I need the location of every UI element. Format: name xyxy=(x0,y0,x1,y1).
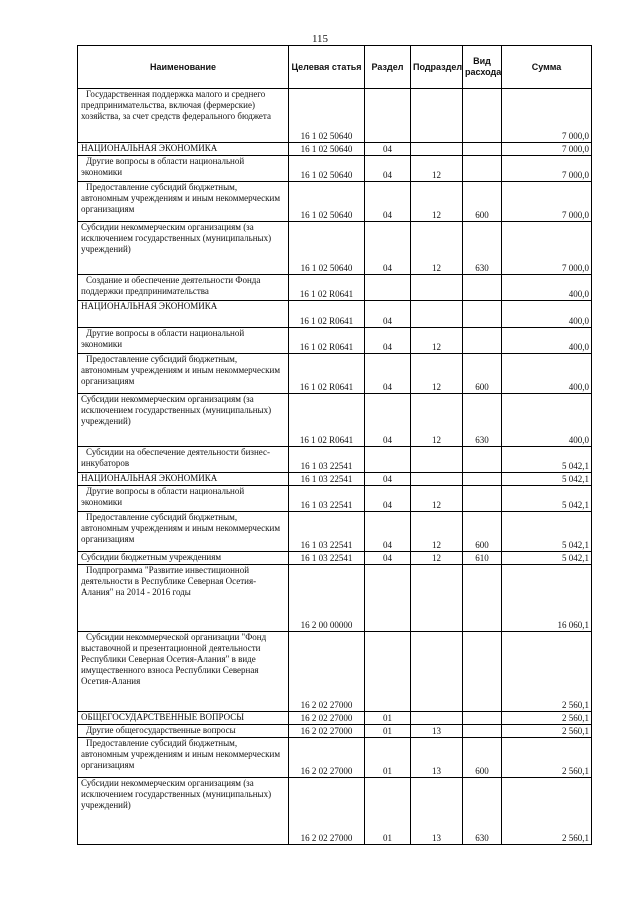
budget-table xyxy=(77,45,592,845)
row-name: Субсидии некоммерческим организациям (за исключением государственных (муниципальных) учреждений) xyxy=(78,394,289,447)
row-sum: 5 042,1 xyxy=(502,512,592,552)
table-row xyxy=(78,565,592,632)
table-row xyxy=(78,328,592,354)
row-section xyxy=(365,275,411,301)
row-section: 04 xyxy=(365,473,411,486)
row-expense-type xyxy=(463,275,502,301)
row-target: 16 2 02 27000 xyxy=(289,632,365,712)
row-expense-type xyxy=(463,712,502,725)
row-section: 04 xyxy=(365,328,411,354)
row-target: 16 1 03 22541 xyxy=(289,486,365,512)
row-target: 16 1 03 22541 xyxy=(289,473,365,486)
row-target: 16 1 02 50640 xyxy=(289,182,365,222)
row-name: Предоставление субсидий бюджетным, автономным учреждениям и иным некоммерческим организациям xyxy=(78,354,289,394)
row-sum: 2 560,1 xyxy=(502,632,592,712)
row-section: 01 xyxy=(365,712,411,725)
row-subsection: 13 xyxy=(411,725,463,738)
row-target: 16 1 02 R0641 xyxy=(289,301,365,328)
table-row xyxy=(78,632,592,712)
row-target: 16 1 02 50640 xyxy=(289,222,365,275)
header-expense-type: Вид расхода xyxy=(463,46,502,89)
row-target: 16 2 02 27000 xyxy=(289,738,365,778)
table-row xyxy=(78,447,592,473)
row-sum: 2 560,1 xyxy=(502,725,592,738)
row-section: 01 xyxy=(365,778,411,845)
row-subsection: 12 xyxy=(411,222,463,275)
row-expense-type xyxy=(463,725,502,738)
row-sum: 400,0 xyxy=(502,394,592,447)
table-row xyxy=(78,778,592,845)
row-expense-type: 630 xyxy=(463,394,502,447)
row-name: Субсидии некоммерческой организации "Фонд выставочной и презентационной деятельности Республики Северная Осетия-Алания" в виде имущественного взноса Республики Северная Осетия-Алания xyxy=(78,632,289,712)
row-target: 16 1 03 22541 xyxy=(289,512,365,552)
row-target: 16 1 02 R0641 xyxy=(289,275,365,301)
table-row xyxy=(78,222,592,275)
row-expense-type: 600 xyxy=(463,512,502,552)
row-sum: 400,0 xyxy=(502,301,592,328)
row-sum: 5 042,1 xyxy=(502,486,592,512)
row-sum: 7 000,0 xyxy=(502,143,592,156)
row-name: Субсидии на обеспечение деятельности бизнес-инкубаторов xyxy=(78,447,289,473)
row-expense-type xyxy=(463,156,502,182)
row-expense-type xyxy=(463,632,502,712)
row-sum: 7 000,0 xyxy=(502,156,592,182)
row-subsection xyxy=(411,143,463,156)
row-target: 16 1 02 50640 xyxy=(289,89,365,143)
row-subsection: 12 xyxy=(411,354,463,394)
row-section: 04 xyxy=(365,143,411,156)
row-subsection: 12 xyxy=(411,552,463,565)
row-sum: 5 042,1 xyxy=(502,447,592,473)
row-expense-type xyxy=(463,486,502,512)
row-name: НАЦИОНАЛЬНАЯ ЭКОНОМИКА xyxy=(78,473,289,486)
row-subsection: 13 xyxy=(411,778,463,845)
row-section xyxy=(365,89,411,143)
row-section xyxy=(365,447,411,473)
row-expense-type: 600 xyxy=(463,354,502,394)
table-body xyxy=(78,89,592,845)
table-row xyxy=(78,275,592,301)
row-subsection xyxy=(411,89,463,143)
row-name: НАЦИОНАЛЬНАЯ ЭКОНОМИКА xyxy=(78,143,289,156)
row-expense-type xyxy=(463,565,502,632)
table-row xyxy=(78,394,592,447)
row-name: Субсидии бюджетным учреждениям xyxy=(78,552,289,565)
table-row xyxy=(78,182,592,222)
table-row xyxy=(78,738,592,778)
row-name: Другие вопросы в области национальной экономики xyxy=(78,486,289,512)
row-expense-type: 600 xyxy=(463,738,502,778)
row-section: 04 xyxy=(365,512,411,552)
row-expense-type: 630 xyxy=(463,778,502,845)
row-expense-type: 630 xyxy=(463,222,502,275)
row-target: 16 2 00 00000 xyxy=(289,565,365,632)
row-expense-type xyxy=(463,473,502,486)
row-name: Другие общегосударственные вопросы xyxy=(78,725,289,738)
row-expense-type xyxy=(463,447,502,473)
row-sum: 16 060,1 xyxy=(502,565,592,632)
row-sum: 5 042,1 xyxy=(502,552,592,565)
row-expense-type xyxy=(463,143,502,156)
table-row xyxy=(78,512,592,552)
table-row xyxy=(78,725,592,738)
table-row xyxy=(78,712,592,725)
row-subsection xyxy=(411,565,463,632)
row-target: 16 1 02 50640 xyxy=(289,156,365,182)
row-subsection: 12 xyxy=(411,486,463,512)
row-name: Субсидии некоммерческим организациям (за исключением государственных (муниципальных) учреждений) xyxy=(78,222,289,275)
row-sum: 2 560,1 xyxy=(502,712,592,725)
row-sum: 2 560,1 xyxy=(502,778,592,845)
table-row xyxy=(78,354,592,394)
row-subsection xyxy=(411,301,463,328)
row-expense-type: 600 xyxy=(463,182,502,222)
header-section: Раздел xyxy=(365,46,411,89)
row-section: 01 xyxy=(365,725,411,738)
row-subsection: 12 xyxy=(411,394,463,447)
row-section: 01 xyxy=(365,738,411,778)
row-name: НАЦИОНАЛЬНАЯ ЭКОНОМИКА xyxy=(78,301,289,328)
row-target: 16 2 02 27000 xyxy=(289,712,365,725)
row-name: Другие вопросы в области национальной экономики xyxy=(78,156,289,182)
row-name: Субсидии некоммерческим организациям (за исключением государственных (муниципальных) учреждений) xyxy=(78,778,289,845)
row-section: 04 xyxy=(365,156,411,182)
row-sum: 400,0 xyxy=(502,328,592,354)
row-subsection: 12 xyxy=(411,156,463,182)
row-name: Другие вопросы в области национальной экономики xyxy=(78,328,289,354)
row-target: 16 1 02 R0641 xyxy=(289,394,365,447)
row-name: Предоставление субсидий бюджетным, автономным учреждениям и иным некоммерческим организациям xyxy=(78,182,289,222)
row-name: Предоставление субсидий бюджетным, автономным учреждениям и иным некоммерческим организациям xyxy=(78,512,289,552)
row-sum: 400,0 xyxy=(502,275,592,301)
row-target: 16 2 02 27000 xyxy=(289,725,365,738)
row-expense-type xyxy=(463,89,502,143)
row-subsection xyxy=(411,275,463,301)
row-section: 04 xyxy=(365,486,411,512)
row-target: 16 1 02 R0641 xyxy=(289,328,365,354)
header-sum: Сумма xyxy=(502,46,592,89)
row-subsection: 12 xyxy=(411,328,463,354)
row-target: 16 1 02 R0641 xyxy=(289,354,365,394)
row-target: 16 2 02 27000 xyxy=(289,778,365,845)
row-subsection xyxy=(411,712,463,725)
row-expense-type xyxy=(463,301,502,328)
header-row xyxy=(78,46,592,89)
row-target: 16 1 02 50640 xyxy=(289,143,365,156)
table-row xyxy=(78,473,592,486)
row-sum: 2 560,1 xyxy=(502,738,592,778)
table-row xyxy=(78,552,592,565)
row-target: 16 1 03 22541 xyxy=(289,447,365,473)
row-section: 04 xyxy=(365,182,411,222)
row-name: Предоставление субсидий бюджетным, автономным учреждениям и иным некоммерческим организациям xyxy=(78,738,289,778)
row-name: ОБЩЕГОСУДАРСТВЕННЫЕ ВОПРОСЫ xyxy=(78,712,289,725)
row-target: 16 1 03 22541 xyxy=(289,552,365,565)
header-subsection: Подраздел xyxy=(411,46,463,89)
row-name: Подпрограмма "Развитие инвестиционной деятельности в Республике Северная Осетия-Алания" на 2014 - 2016 годы xyxy=(78,565,289,632)
row-name: Государственная поддержка малого и среднего предпринимательства, включая (фермерские) хозяйства, за счет средств федерального бюджета xyxy=(78,89,289,143)
row-expense-type: 610 xyxy=(463,552,502,565)
row-section: 04 xyxy=(365,222,411,275)
row-section: 04 xyxy=(365,552,411,565)
row-subsection xyxy=(411,632,463,712)
row-sum: 7 000,0 xyxy=(502,222,592,275)
row-section xyxy=(365,632,411,712)
table-row xyxy=(78,143,592,156)
row-sum: 5 042,1 xyxy=(502,473,592,486)
header-name: Наименование xyxy=(78,46,289,89)
row-sum: 400,0 xyxy=(502,354,592,394)
row-section: 04 xyxy=(365,354,411,394)
row-section: 04 xyxy=(365,394,411,447)
page-number: 115 xyxy=(311,33,329,45)
row-sum: 7 000,0 xyxy=(502,89,592,143)
row-subsection xyxy=(411,447,463,473)
row-subsection: 13 xyxy=(411,738,463,778)
row-expense-type xyxy=(463,328,502,354)
row-subsection: 12 xyxy=(411,182,463,222)
table-row xyxy=(78,301,592,328)
row-section: 04 xyxy=(365,301,411,328)
row-section xyxy=(365,565,411,632)
table-row xyxy=(78,486,592,512)
table-row xyxy=(78,156,592,182)
row-sum: 7 000,0 xyxy=(502,182,592,222)
row-subsection xyxy=(411,473,463,486)
table-row xyxy=(78,89,592,143)
row-subsection: 12 xyxy=(411,512,463,552)
row-name: Создание и обеспечение деятельности Фонда поддержки предпринимательства xyxy=(78,275,289,301)
header-target: Целевая статья xyxy=(289,46,365,89)
